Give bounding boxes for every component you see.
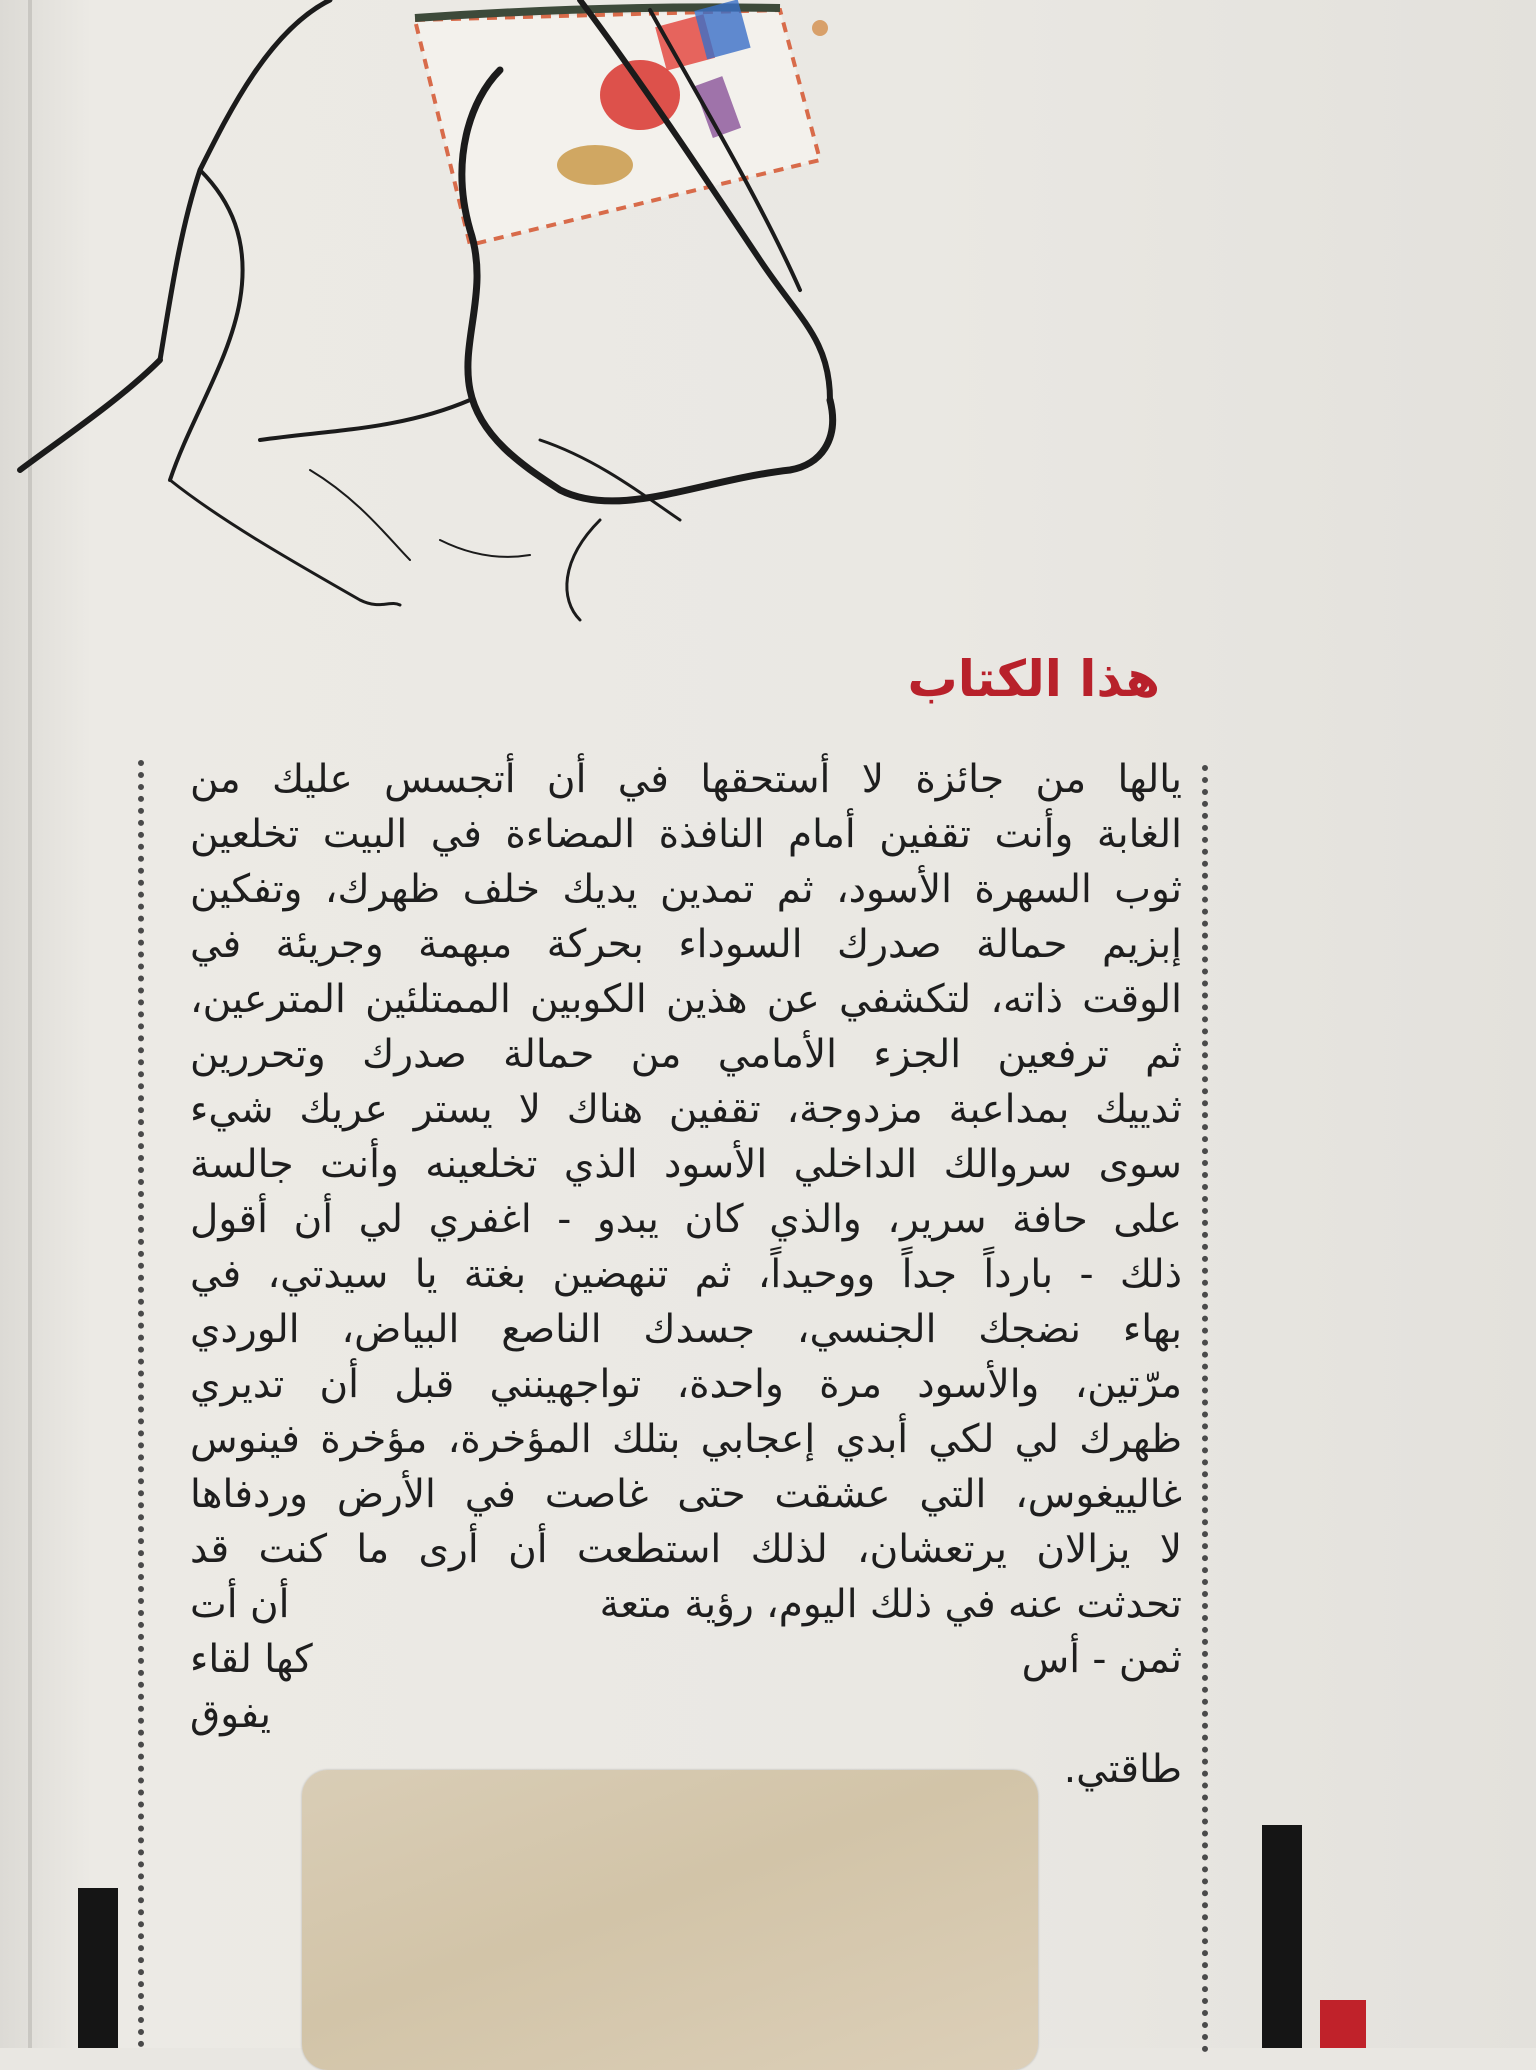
- blurb-line: مرّتين، والأسود مرة واحدة، تواجهينني قبل أن تديري: [190, 1362, 1182, 1407]
- blurb-line: بهاء نضجك الجنسي، جسدك الناصع البياض، الوردي: [190, 1307, 1182, 1352]
- dotted-border-right: [1202, 765, 1208, 2053]
- blurb-line-partial: [190, 1577, 1182, 1632]
- blurb-line: ثم ترفعين الجزء الأمامي من حمالة صدرك وتحررين: [190, 1032, 1182, 1077]
- line-start: تحدثت عنه في ذلك اليوم، رؤية متعة: [599, 1582, 1182, 1627]
- blurb-line-partial: [190, 1632, 1182, 1687]
- section-heading: هذا الكتاب: [907, 650, 1160, 708]
- blurb-line: الغابة وأنت تقفين أمام النافذة المضاءة في البيت تخلعين: [190, 812, 1182, 857]
- line-end: أن أت: [190, 1582, 290, 1627]
- blurb-line: الوقت ذاته، لتكشفي عن هذين الكوبين الممتلئين المترعين،: [190, 977, 1182, 1022]
- dotted-border-left: [138, 760, 144, 2048]
- blurb-line-partial: [190, 1687, 1182, 1742]
- cover-illustration: [0, 0, 1536, 720]
- blurb-text: [190, 752, 1182, 1797]
- blurb-line: ثوب السهرة الأسود، ثم تمدين يديك خلف ظهرك، وتفكين: [190, 867, 1182, 912]
- blurb-line: سوى سروالك الداخلي الأسود الذي تخلعينه وأنت جالسة: [190, 1142, 1182, 1187]
- price-sticker: [302, 1770, 1038, 2070]
- blurb-line: على حافة سرير، والذي كان يبدو - اغفري لي أن أقول: [190, 1197, 1182, 1242]
- blurb-line: يالها من جائزة لا أستحقها في أن أتجسس عليك من: [190, 757, 1182, 802]
- black-bar-right: [1262, 1825, 1302, 2048]
- line-end: يفوق: [190, 1692, 271, 1737]
- blurb-line: لا يزالان يرتعشان، لذلك استطعت أن أرى ما كنت قد: [190, 1527, 1182, 1572]
- blurb-line: إبزيم حمالة صدرك السوداء بحركة مبهمة وجريئة في: [190, 922, 1182, 967]
- line-start: ثمن - أس: [1021, 1637, 1182, 1682]
- blurb-line: غالييغوس، التي عشقت حتى غاصت في الأرض وردفاها: [190, 1472, 1182, 1517]
- red-square-accent: [1320, 2000, 1366, 2048]
- envelope-collage: [415, 0, 828, 245]
- blurb-line: ذلك - بارداً جداً ووحيداً، ثم تنهضين بغتة يا سيدتي، في: [190, 1252, 1182, 1297]
- line-start: طاقتي.: [1063, 1747, 1182, 1792]
- blurb-line: ثدييك بمداعبة مزدوجة، تقفين هناك لا يستر عريك شيء: [190, 1087, 1182, 1132]
- line-end: كها لقاء: [190, 1637, 313, 1682]
- black-bar-left: [78, 1888, 118, 2048]
- blurb-line: ظهرك لي لكي أبدي إعجابي بتلك المؤخرة، مؤخرة فينوس: [190, 1417, 1182, 1462]
